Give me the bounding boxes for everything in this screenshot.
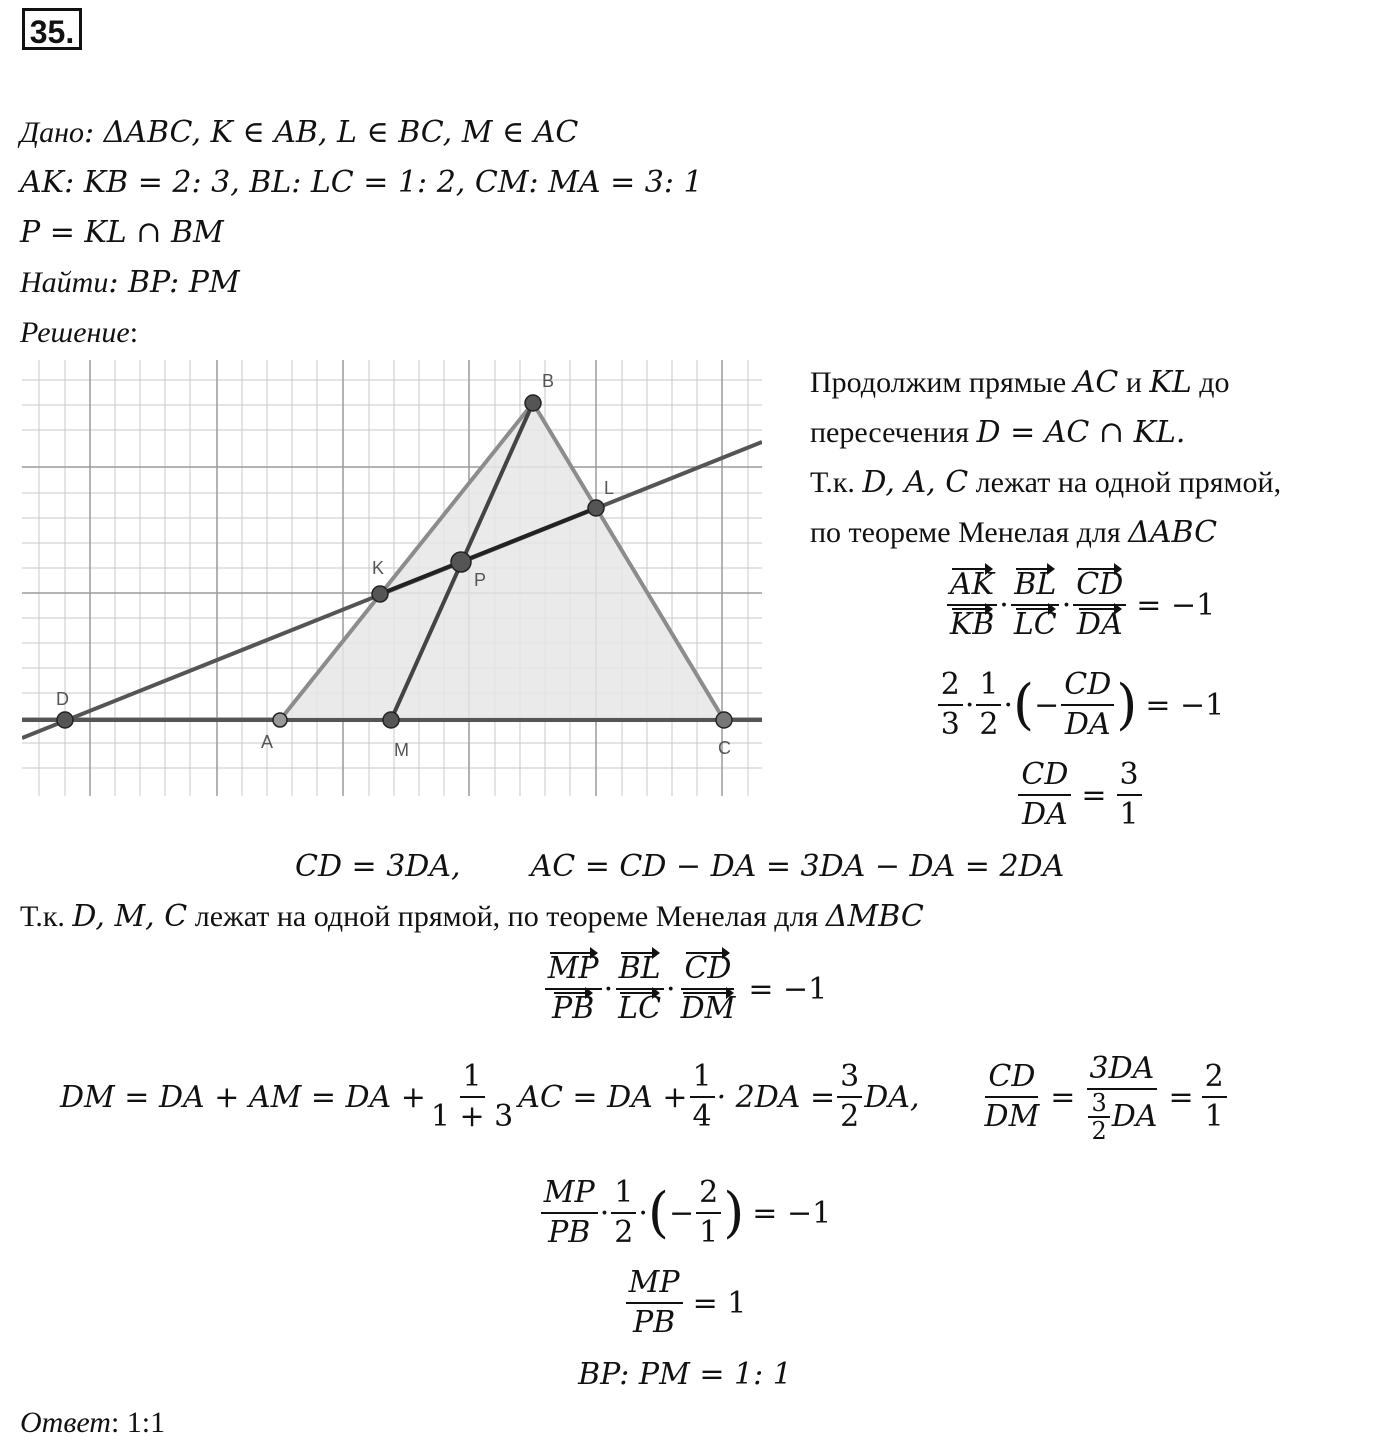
dot: · (599, 1195, 610, 1231)
vector-bl: BL (618, 951, 661, 986)
text-segment: Продолжим прямые (810, 366, 1074, 399)
line-cd-relation (295, 850, 1064, 884)
label-c: C (718, 738, 731, 758)
math-dac: D, A, C (862, 465, 969, 500)
frac-num: 1 (611, 1174, 636, 1214)
text-segment: лежат на одной прямой, по теореме Менелая для (187, 900, 826, 933)
frac-den: 3 (940, 707, 960, 742)
right-text-line-2 (810, 416, 1185, 450)
point-p (451, 552, 471, 572)
frac-den: 2 (1091, 1117, 1107, 1145)
right-text-line-1 (810, 366, 1230, 400)
solution-label: Решение (20, 316, 130, 349)
given-statement: : ΔABC, K ∈ AB, L ∈ BC, M ∈ AC (83, 115, 579, 150)
paren-right: ) (723, 1181, 745, 1244)
vector-lc: LC (618, 991, 662, 1026)
math-triangle-mbc: ΔMBC (825, 899, 924, 934)
dm-expression: · 2DA = (716, 1079, 836, 1115)
text-segment: и (1118, 366, 1150, 399)
equals: = (1168, 1079, 1194, 1115)
text-segment: по теореме Менелая для (810, 516, 1129, 549)
dm-expression: AC = DA + (518, 1079, 688, 1115)
answer-line (20, 1406, 165, 1440)
cd-equals-3da: CD = 3DA, (295, 849, 461, 884)
label-p: P (474, 570, 487, 590)
dot: · (964, 687, 975, 723)
frac-num: 3DA (1087, 1050, 1158, 1090)
point-k (372, 586, 388, 602)
frac-den-var: DA (1111, 1099, 1158, 1134)
vector-ak: AK (950, 567, 995, 602)
equation-dm (60, 1050, 1340, 1144)
equals: = (1081, 777, 1107, 813)
vector-cd: CD (684, 951, 732, 986)
frac-den: 1 (1204, 1099, 1224, 1134)
given-line-1 (20, 116, 578, 150)
math-kl: KL (1149, 365, 1192, 400)
given-line-2: AK: KB = 2: 3, BL: LC = 1: 2, CM: MA = 3: 1 (20, 165, 703, 200)
frac-num: 3 (1117, 756, 1142, 796)
equation-substituted-abc (900, 666, 1260, 744)
dot: · (1061, 587, 1072, 623)
triangle-abc (280, 403, 724, 720)
label-k: K (372, 558, 385, 578)
frac-num: MP (541, 1174, 598, 1214)
label-m: M (394, 740, 409, 760)
paren-left: ( (647, 1181, 669, 1244)
point-l (588, 500, 604, 516)
vector-da: DA (1076, 607, 1123, 642)
dot: · (638, 1195, 648, 1231)
frac-num: MP (626, 1264, 683, 1304)
frac-num: 2 (938, 666, 963, 706)
frac-den: PB (548, 1215, 591, 1250)
math-triangle-abc: ΔABC (1128, 515, 1218, 550)
frac-den: 2 (840, 1099, 860, 1134)
frac-num: 3 (837, 1058, 862, 1098)
vector-dm: DM (680, 991, 736, 1026)
vector-pb: PB (552, 991, 595, 1026)
equation-menelaus-abc (900, 566, 1260, 644)
label-l: L (604, 478, 615, 498)
dm-expression: DM = DA + AM = DA + (60, 1079, 426, 1115)
vector-kb: KB (949, 607, 995, 642)
solution-line (20, 316, 138, 350)
dot: · (666, 971, 676, 1007)
frac-num: 3 (1088, 1090, 1109, 1118)
rhs: = −1 (1136, 587, 1216, 623)
right-text-line-4 (810, 516, 1217, 550)
paren-right: ) (1116, 673, 1138, 736)
point-a (273, 713, 287, 727)
label-a: A (261, 732, 274, 752)
frac-num: 1 (976, 666, 1001, 706)
vector-bl: BL (1014, 567, 1057, 602)
frac-den: 1 (699, 1215, 719, 1250)
frac-num: CD (985, 1058, 1038, 1098)
math-dmc: D, M, C (72, 899, 188, 934)
equation-substituted-mbc (500, 1174, 870, 1252)
ac-equals-2da: AC = CD − DA = 3DA − DA = 2DA (530, 849, 1065, 884)
equation-mp-pb (500, 1264, 870, 1342)
result-ratio: BP: PM = 1: 1 (578, 1357, 792, 1392)
dm-expression: DA, (864, 1079, 920, 1115)
point-c (716, 712, 732, 728)
given-label: Дано (20, 116, 84, 149)
find-line (20, 266, 240, 300)
frac-num: CD (1061, 666, 1114, 706)
text-segment: до (1191, 366, 1230, 399)
vector-cd: CD (1076, 567, 1124, 602)
frac-den: DA (1064, 707, 1111, 742)
line-mbc (20, 900, 924, 934)
right-text-line-3 (810, 466, 1281, 500)
vector-lc: LC (1013, 607, 1057, 642)
frac-den: 2 (979, 707, 999, 742)
frac-num: 2 (1202, 1058, 1227, 1098)
frac-den: 1 + 3 (430, 1099, 514, 1134)
math-ac: AC (1073, 365, 1119, 400)
rhs: = −1 (1145, 687, 1225, 723)
solution-colon: : (129, 316, 139, 349)
minus: − (1034, 687, 1060, 723)
find-label: Найти (20, 266, 109, 299)
answer-label: Ответ (20, 1406, 111, 1439)
rhs: = −1 (748, 971, 828, 1007)
label-d: D (56, 689, 69, 709)
geometry-figure (22, 360, 762, 796)
point-b (525, 395, 541, 411)
equation-menelaus-mbc (500, 950, 870, 1028)
frac-den: 4 (692, 1099, 712, 1134)
paren-left: ( (1013, 673, 1035, 736)
vector-mp: MP (547, 951, 599, 986)
label-b: B (542, 371, 555, 391)
text-segment: пересечения (810, 416, 977, 449)
point-m (383, 712, 399, 728)
text-segment: Т.к. (20, 900, 73, 933)
equation-cd-da (900, 756, 1260, 834)
rhs: = 1 (692, 1285, 747, 1321)
frac-den: 2 (614, 1215, 634, 1250)
frac-den: PB (632, 1305, 676, 1340)
math-d-def: D = AC ∩ KL. (976, 415, 1186, 450)
problem-number: 35. (22, 8, 82, 50)
frac-num: 2 (696, 1174, 721, 1214)
text-segment: лежат на одной прямой, (968, 466, 1282, 499)
dot: · (1003, 687, 1014, 723)
dot: · (999, 587, 1009, 623)
dot: · (603, 971, 614, 1007)
frac-num: 1 (690, 1058, 715, 1098)
find-statement: : BP: PM (108, 265, 240, 300)
rhs: = −1 (752, 1195, 832, 1231)
point-d (57, 712, 73, 728)
frac-num: CD (1018, 756, 1071, 796)
text-segment: Т.к. (810, 466, 863, 499)
answer-text: : 1:1 (110, 1406, 166, 1439)
minus: − (668, 1195, 695, 1231)
frac-den: DM (984, 1099, 1040, 1134)
frac-den: DA (1022, 797, 1068, 832)
equals: = (1050, 1079, 1076, 1115)
frac-den: 1 (1119, 797, 1139, 832)
frac-num: 1 (460, 1058, 485, 1098)
given-line-3: P = KL ∩ BM (20, 215, 224, 250)
